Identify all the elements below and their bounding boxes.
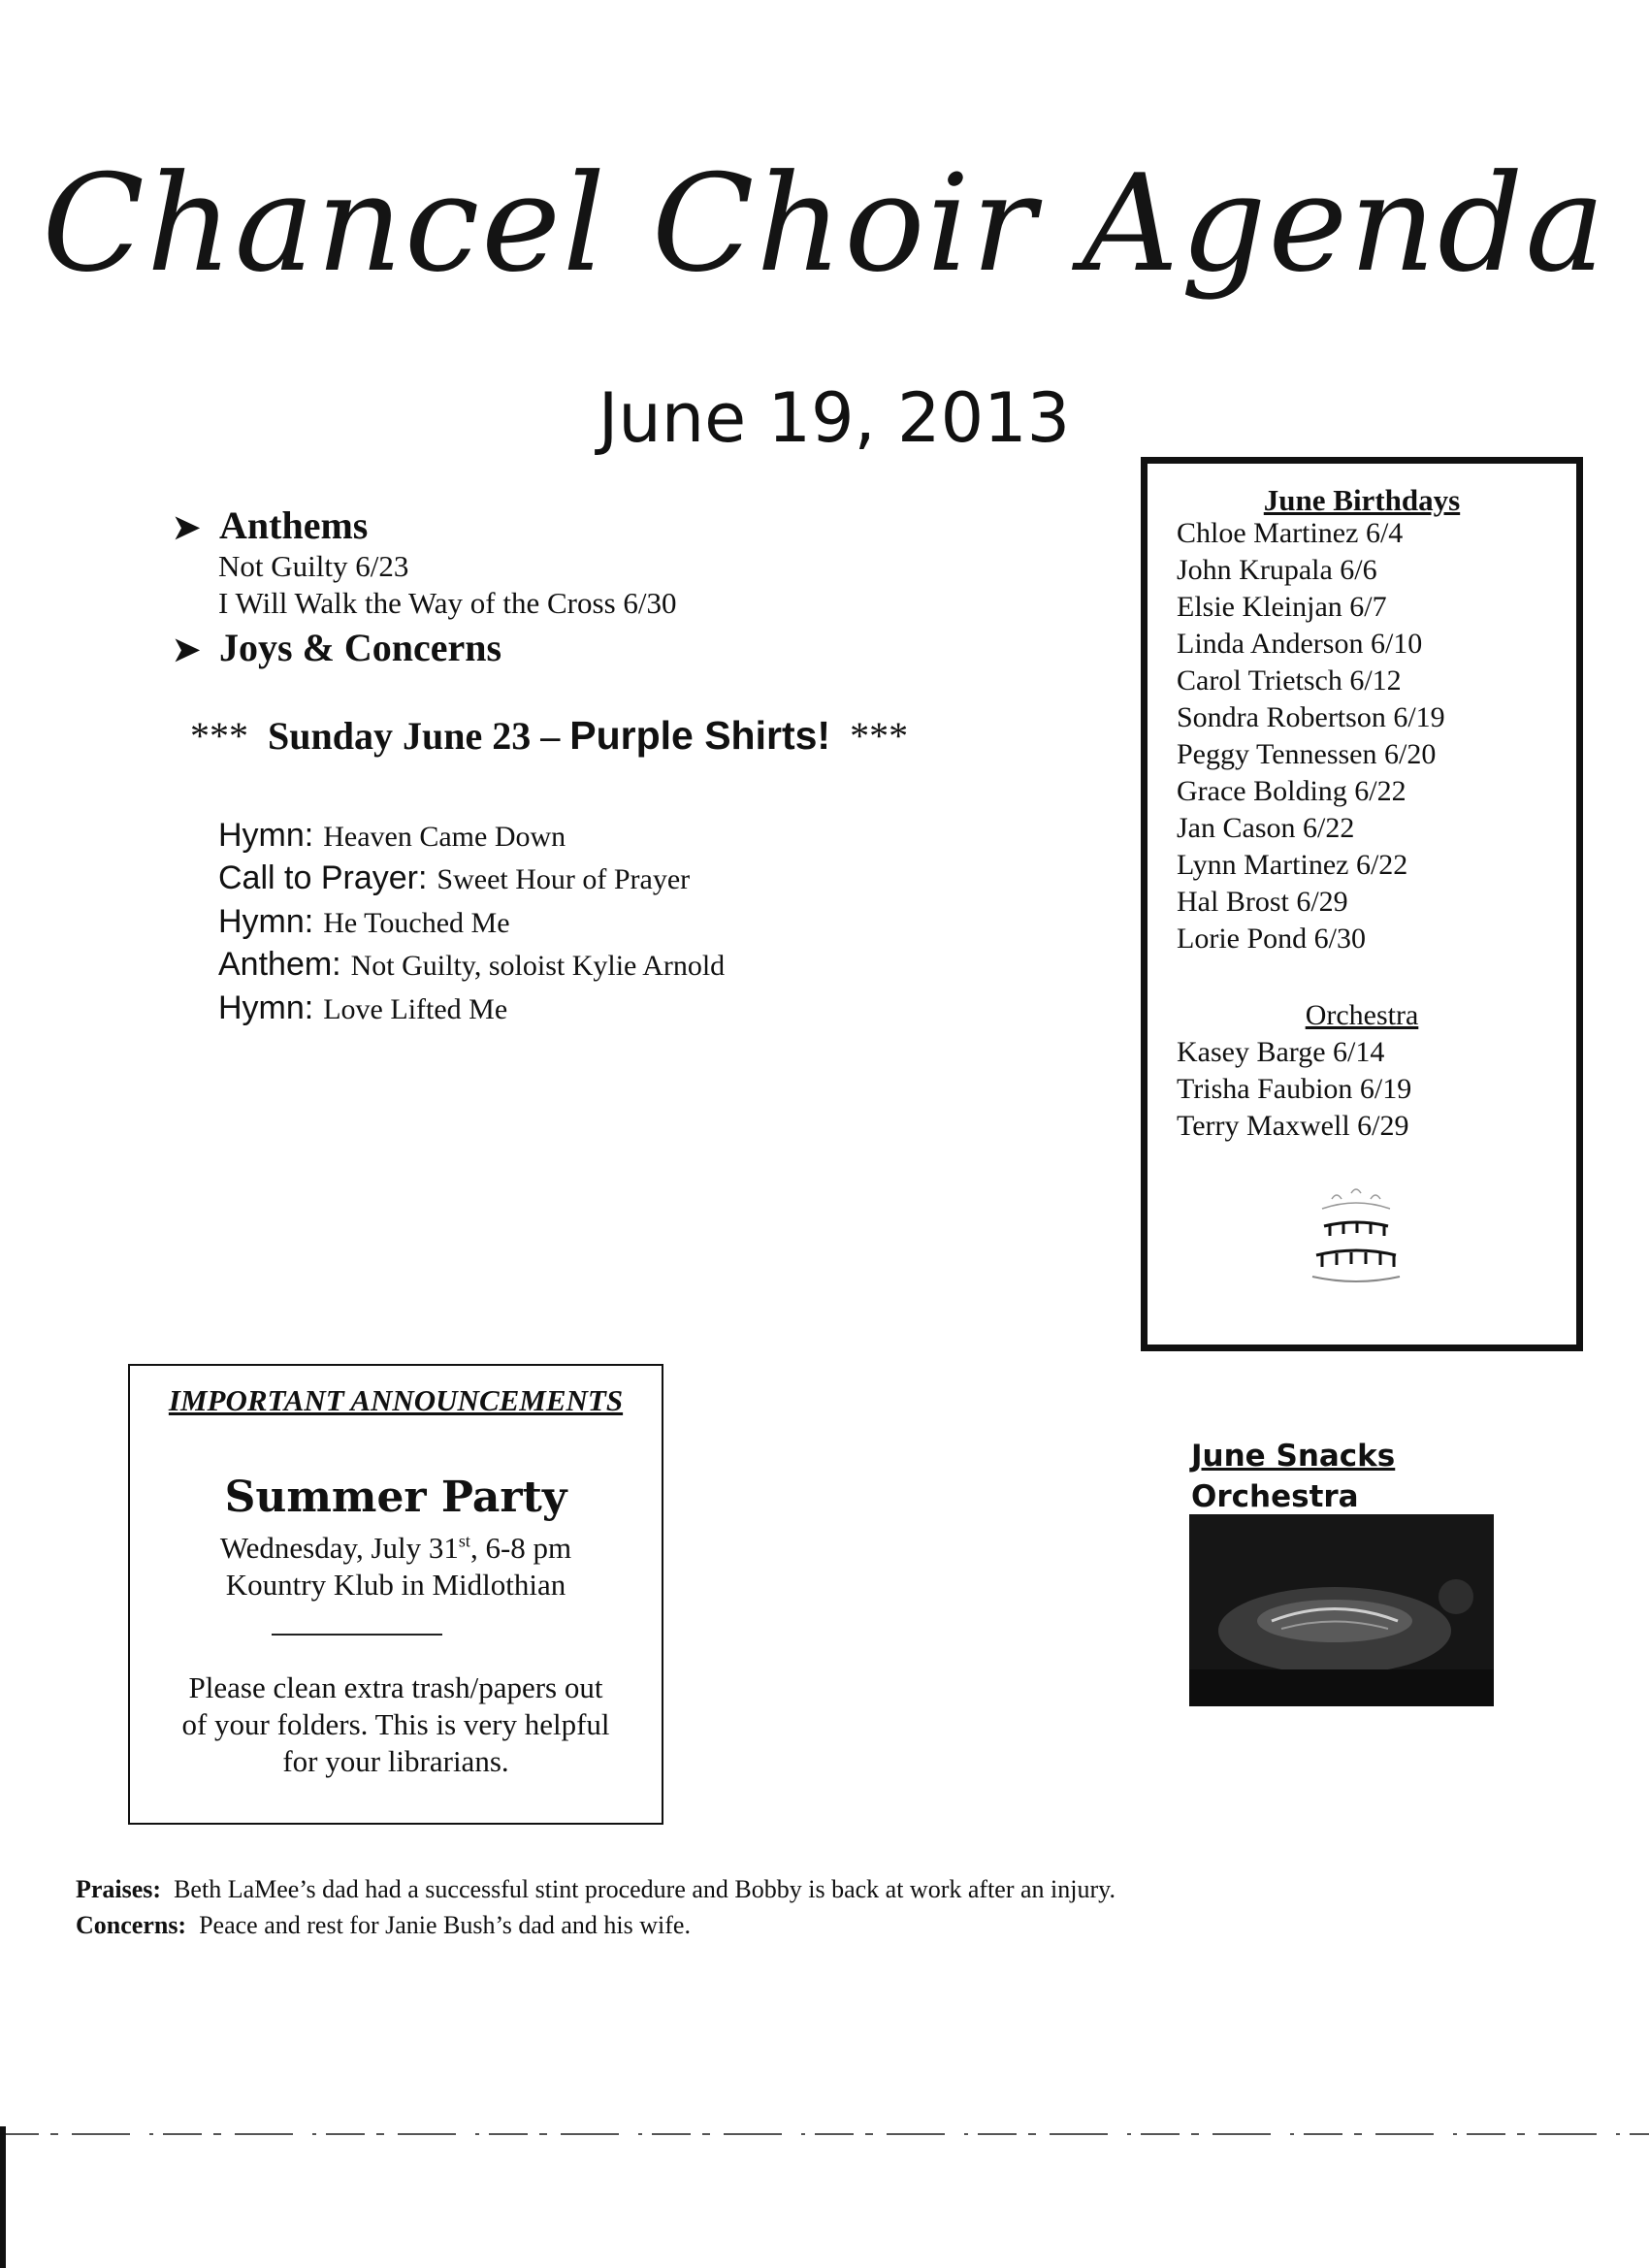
joys-heading: Joys & Concerns bbox=[219, 626, 502, 669]
snack-photo-image bbox=[1189, 1514, 1494, 1706]
birthday-item: Grace Bolding 6/22 bbox=[1177, 775, 1406, 807]
birthday-item: Peggy Tennessen 6/20 bbox=[1177, 738, 1437, 770]
birthday-item: Lorie Pond 6/30 bbox=[1177, 923, 1366, 955]
service-value: He Touched Me bbox=[323, 907, 510, 939]
snacks-title: June Snacks bbox=[1191, 1439, 1396, 1474]
reminder-line: of your folders. This is very helpful bbox=[181, 1707, 610, 1741]
arrow-bullet-icon: ➤ bbox=[173, 632, 201, 668]
stars-left: *** bbox=[190, 714, 248, 758]
party-time: , 6-8 pm bbox=[469, 1531, 572, 1565]
service-label: Anthem: bbox=[218, 946, 341, 983]
service-row bbox=[218, 989, 507, 1027]
stars-right: *** bbox=[850, 714, 909, 758]
reminder-line: Please clean extra trash/papers out bbox=[188, 1670, 603, 1704]
reminder-line: for your librarians. bbox=[282, 1744, 509, 1778]
birthday-cake-icon bbox=[1293, 1180, 1419, 1296]
praises-label: Praises: bbox=[76, 1875, 162, 1903]
service-label: Hymn: bbox=[218, 989, 314, 1026]
sunday-label: Sunday June 23 – bbox=[268, 714, 561, 758]
birthday-item: Lynn Martinez 6/22 bbox=[1177, 849, 1408, 881]
joys-heading-row bbox=[173, 625, 501, 670]
summer-party-title: Summer Party bbox=[224, 1473, 567, 1522]
party-location: Kountry Klub in Midlothian bbox=[225, 1568, 566, 1602]
service-label: Hymn: bbox=[218, 817, 314, 854]
birthday-item: Linda Anderson 6/10 bbox=[1177, 628, 1423, 660]
orchestra-birthday-item: Kasey Barge 6/14 bbox=[1177, 1036, 1385, 1068]
service-value: Sweet Hour of Prayer bbox=[436, 863, 691, 895]
birthday-item: Sondra Robertson 6/19 bbox=[1177, 701, 1445, 733]
birthday-item: Jan Cason 6/22 bbox=[1177, 812, 1355, 844]
anthem-item: Not Guilty 6/23 bbox=[218, 549, 409, 583]
birthday-item: John Krupala 6/6 bbox=[1177, 554, 1377, 586]
orchestra-heading: Orchestra bbox=[1305, 999, 1419, 1031]
birthday-item: Hal Brost 6/29 bbox=[1177, 886, 1348, 918]
announcements-box bbox=[128, 1364, 663, 1825]
birthdays-heading: June Birthdays bbox=[1263, 483, 1461, 517]
announcements-title: IMPORTANT ANNOUNCEMENTS bbox=[168, 1383, 624, 1417]
purple-shirts-text: Purple Shirts! bbox=[569, 713, 831, 758]
service-row bbox=[218, 817, 566, 855]
divider bbox=[272, 1634, 442, 1636]
scan-edge-line bbox=[0, 2122, 1649, 2124]
birthday-item: Chloe Martinez 6/4 bbox=[1177, 517, 1404, 549]
praises-line bbox=[76, 1875, 1116, 1904]
party-date bbox=[130, 1531, 662, 1566]
service-label: Hymn: bbox=[218, 903, 314, 940]
agenda-date: June 19, 2013 bbox=[598, 378, 1071, 458]
anthems-heading-row bbox=[173, 502, 368, 548]
service-row bbox=[218, 903, 510, 941]
orchestra-birthday-item: Terry Maxwell 6/29 bbox=[1177, 1110, 1409, 1142]
praises-text: Beth LaMee’s dad had a successful stint procedure and Bobby is back at work after an injury. bbox=[174, 1875, 1116, 1903]
concerns-line bbox=[76, 1911, 691, 1940]
service-label: Call to Prayer: bbox=[218, 859, 428, 896]
birthday-item: Elsie Kleinjan 6/7 bbox=[1177, 591, 1387, 623]
party-date-suffix: st bbox=[458, 1531, 470, 1551]
arrow-bullet-icon: ➤ bbox=[173, 510, 201, 546]
page-title: Chancel Choir Agenda bbox=[42, 146, 1607, 302]
anthems-heading: Anthems bbox=[219, 503, 369, 547]
birthdays-box bbox=[1141, 457, 1583, 1351]
scan-edge-bar bbox=[0, 2126, 6, 2268]
service-value: Love Lifted Me bbox=[323, 993, 508, 1025]
party-date-prefix: Wednesday, July 31 bbox=[219, 1531, 459, 1565]
concerns-label: Concerns: bbox=[76, 1911, 187, 1939]
service-row bbox=[218, 859, 690, 897]
service-value: Heaven Came Down bbox=[323, 821, 566, 853]
anthem-item: I Will Walk the Way of the Cross 6/30 bbox=[218, 586, 677, 620]
sunday-banner bbox=[190, 713, 908, 759]
snacks-group: Orchestra bbox=[1191, 1479, 1359, 1514]
service-value: Not Guilty, soloist Kylie Arnold bbox=[350, 950, 726, 982]
birthday-item: Carol Trietsch 6/12 bbox=[1177, 664, 1402, 697]
orchestra-birthday-item: Trisha Faubion 6/19 bbox=[1177, 1073, 1412, 1105]
concerns-text: Peace and rest for Janie Bush’s dad and his wife. bbox=[199, 1911, 691, 1939]
service-row bbox=[218, 946, 725, 984]
